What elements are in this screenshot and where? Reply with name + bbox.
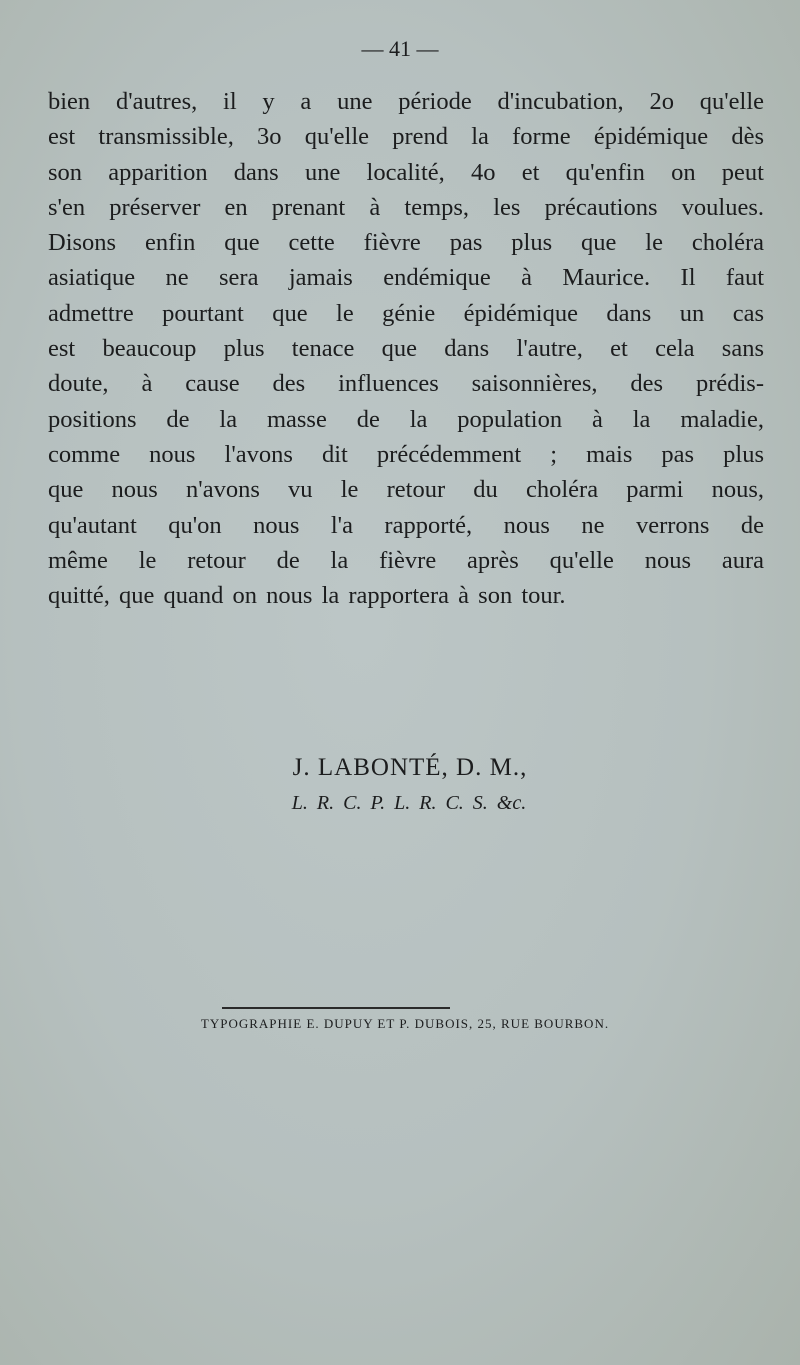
text-line: bien d'autres, il y a une période d'incubation, 2o qu'elle (48, 88, 764, 115)
text-line: s'en préserver en prenant à temps, les précautions voulues. (48, 193, 764, 221)
body-text (48, 84, 764, 613)
text-line: que nous n'avons vu le retour du choléra parmi nous, (48, 476, 764, 504)
printer-imprint: TYPOGRAPHIE E. DUPUY ET P. DUBOIS, 25, RUE BOURBON. (200, 1016, 610, 1031)
text-line: quitté, que quand on nous la rapportera à son tour. (48, 582, 566, 610)
text-line: comme nous l'avons dit précédemment ; mais pas plus (48, 440, 764, 468)
text-line: est transmissible, 3o qu'elle prend la forme épidémique dès (48, 123, 764, 151)
text-line: asiatique ne sera jamais endémique à Maurice. Il faut (48, 264, 764, 292)
divider-rule (222, 1007, 450, 1009)
text-line: même le retour de la fièvre après qu'elle nous aura (48, 546, 764, 574)
text-line: admettre pourtant que le génie épidémique dans un cas (48, 299, 764, 327)
author-credentials: L. R. C. P. L. R. C. S. &c. (291, 792, 527, 814)
text-line: est beaucoup plus tenace que dans l'autre, et cela sans (48, 335, 764, 363)
text-line: son apparition dans une localité, 4o et qu'enfin on peut (48, 158, 764, 186)
text-line: qu'autant qu'on nous l'a rapporté, nous ne verrons de (48, 511, 764, 539)
text-line: positions de la masse de la population à la maladie, (48, 405, 764, 433)
text-line: Disons enfin que cette fièvre pas plus que le choléra (48, 229, 764, 257)
author-signature: J. LABONTÉ, D. M., (292, 754, 528, 781)
text-line: doute, à cause des influences saisonnières, des prédis- (48, 370, 764, 398)
page-number: — 41 — (361, 36, 439, 61)
